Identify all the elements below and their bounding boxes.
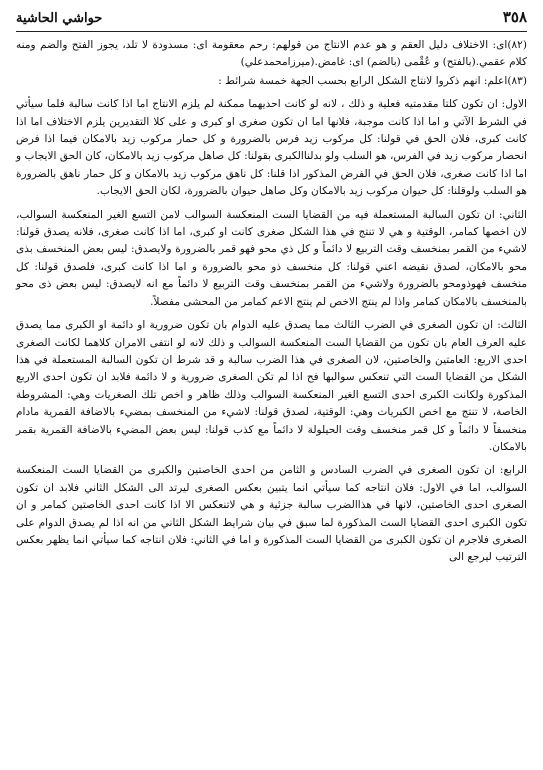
running-title: حواشي الحاشية xyxy=(16,11,103,26)
paragraph-first-condition: الاول: ان تكون كلتا مقدمتيه فعلية و ذلك ، لانه لو كانت احديهما ممكنة لم يلزم الانتاج اما اذا كانت سالبة فلما سيأتي في الشرط الآتي و اما اذا كانت موجبة، فلانها اما ان تكون صغرى او كبرى و على كلا التقديرين يلزم الاختلاف اما اذا كانت كبرى، فلان الحق في قولنا: كل مركوب زيد فرس بالضرورة و كل حمار مركوب زيد بالامكان فيما اذا فرض انحصار مركوب زيد في الفرس، هو السلب ولو بدلناالكبرى بقولنا: كل صاهل مركوب زيد بالامكان، كان الحق الايجاب و اما اذا كانت صغرى، فلان الحق في الفرض المذكور اذا قلنا: كل ناهق مركوب زيد بالامكان و كل حمار ناهق بالضرورة هو السلب ولوقلنا: كل حيوان مركوب زيد بالامكان وكل صاهل حيوان بالضرورة، لكان الحق الايجاب. xyxy=(16,98,527,198)
paragraph-third-condition: الثالث: ان تكون الصغرى في الضرب الثالث مما يصدق عليه الدوام بان تكون ضرورية او دائمة او الكبرى مما يصدق عليه العرف العام بان تكون من القضايا الست المنعكسة السوالب و ذلك لانه لو انتفى الامران كلاهما لكانت الصغرى احدى الاربع: العامتين والخاصتين، لان الصغرى في هذا الضرب سالبة و قد شرط ان تكون السالبة المستعملة في هذا الشكل من القضايا الست التي تنعكس سوالبها فح اذا لم تكن الصغرى ضرورية و لا دائمة فلابد ان تكون احدى الاربع المذكورة ولكانت الكبرى احدى التسع الغير المنعكسة السوالب وذلك ظاهر و اخص تلك الصغريات وهي: المشروطة الخاصة، لا تنتج مع اخص الكبريات وهي: الوقتية، لصدق قولنا: لاشيء من المنخسف بمضيء بالاضافة القمرية مادام منخسفاً لا دائماً و كل قمر منخسف وقت الحيلولة لا دائماً مع كذب قولنا: ليس بعض المضيء بالاضافة القمرية بقمر بالامكان. xyxy=(16,319,527,453)
footnote-83: (٨٣)اعلم: انهم ذكروا لانتاج الشكل الرابع بحسب الجهة خمسة شرائط : xyxy=(218,74,527,87)
main-text xyxy=(16,96,527,567)
page-number: ٣٥٨ xyxy=(502,8,527,26)
footnote-82: (٨٢)اى: الاختلاف دليل العقم و هو عدم الانتاج من قولهم: رحم معقومة اى: مسدودة لا تلد، يجوز الفتح والضم ومنه كلام عقمي.(بالفتح) و عُقْمى (بالضم) اى: غامض.(ميرزامحمدعلي) xyxy=(16,39,527,69)
paragraph-second-condition: الثاني: ان تكون السالبة المستعملة فيه من القضايا الست المنعكسة السوالب لامن التسع الغير المنعكسة السوالب، لان اخصها كمامر، الوقتية و هي لا تنتج في هذا الشكل صغرى كانت او كبرى، اما اذا كانت صغرى، فلانه يصدق قولنا: لاشيء من القمر بمنخسف وقت التربيع لا دائماً و كل ذي محو فهو قمر بالضرورة ولايصدق: ليس بعض المنخسف بذى محو بالامكان، لصدق نقيضه اعني قولنا: كل منخسف ذو محو بالضرورة و اما اذا كانت كبرى، فلصدق قولنا: كل منخسف فهوذومحو بالضرورة ولاشيء من القمر بمنخسف وقت التربيع لا دائماً مع انه لايصدق: ليس بعض ذى محو بالمنخسف بالامكان كمامر واذا لم ينتج الاخص لم ينتج الاعم كمامر من المحشى مفصلاً. xyxy=(16,208,527,308)
paragraph-fourth-condition: الرابع: ان تكون الصغرى في الضرب السادس و الثامن من احدى الخاصتين والكبرى من القضايا الست المنعكسة السوالب، اما في الاول: فلان انتاجه كما سيأتي انما يتبين بعكس الصغرى ليرتد الى الشكل الثاني فلابد ان تكون الصغرى احدى الخاصتين، لانها في هذاالضرب سالبة جزئية و هي لاتنعكس الا اذا كانت احدى الخاصتين كمامر و ان تكون الكبرى احدى القضايا الست المذكورة لما سبق في بيان شرايط الشكل الثاني من انه اذا لم يصدق الدوام على الصغرى فلاجرم ان تكون الكبرى من القضايا الست المذكورة و اما في الثاني: فلان انتاجه كما سيأتي انما يظهر بعكس الترتيب ليرجع الى xyxy=(16,464,527,564)
header-rule xyxy=(16,31,527,32)
footnotes-block xyxy=(16,37,527,90)
page-header xyxy=(16,8,527,28)
